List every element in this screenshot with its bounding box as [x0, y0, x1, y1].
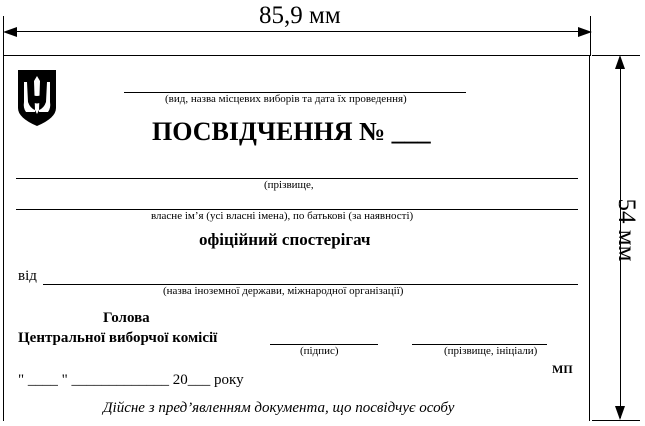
stamp-mark: МП — [552, 362, 573, 376]
signature-caption: (підпис) — [300, 345, 339, 357]
issue-date-line: " ____ " _____________ 20___ року — [18, 372, 244, 388]
width-dimension-line — [6, 31, 588, 32]
surname-caption: (прізвище, — [264, 179, 314, 191]
signatory-name-caption: (прізвище, ініціали) — [444, 345, 538, 357]
width-dimension-label: 85,9 мм — [259, 2, 341, 29]
width-extension-left — [3, 16, 4, 56]
observer-role: офіційний спостерігач — [199, 230, 371, 249]
trident-emblem-icon — [16, 68, 58, 128]
height-extension-bottom — [592, 420, 640, 421]
signatory-title-line1: Голова — [103, 310, 150, 326]
height-arrow-bottom — [615, 406, 625, 420]
height-dimension-label: 54 мм — [613, 198, 640, 262]
signatory-title-line2: Центральної виборчої комісії — [18, 330, 218, 346]
width-extension-right — [590, 16, 591, 56]
certificate-title: ПОСВІДЧЕННЯ № ___ — [152, 117, 431, 146]
given-names-caption: власне ім’я (усі власні імена), по батькові (за наявності) — [151, 210, 414, 222]
election-type-caption: (вид, назва місцевих виборів та дата їх проведення) — [165, 93, 407, 105]
organization-caption: (назва іноземної держави, міжнародної організації) — [163, 285, 404, 297]
from-label: від — [18, 268, 37, 284]
width-arrow-left — [3, 27, 17, 37]
validity-note: Дійсне з пред’явленням документа, що посвідчує особу — [103, 400, 455, 416]
height-arrow-top — [615, 55, 625, 69]
